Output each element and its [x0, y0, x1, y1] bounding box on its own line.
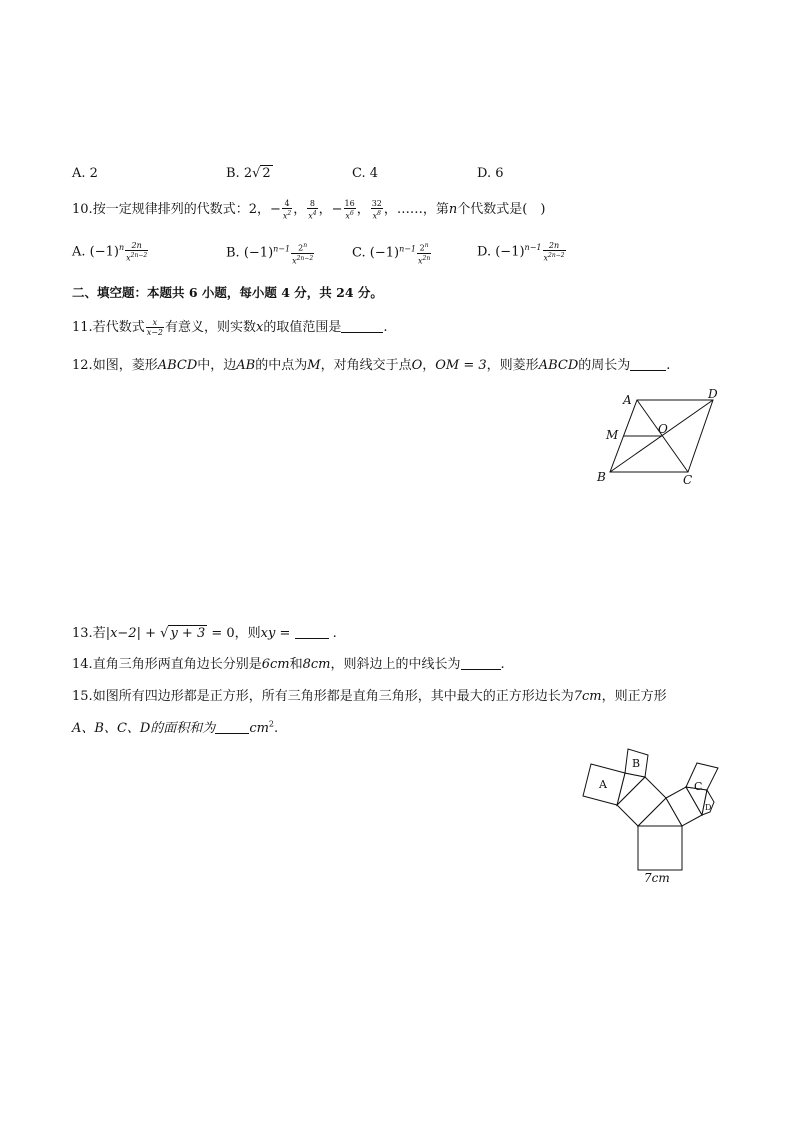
- label-m: M: [606, 428, 619, 442]
- stem-text: 若代数式: [92, 320, 145, 335]
- rhombus-figure: [590, 384, 724, 488]
- num-exp: n: [424, 242, 429, 249]
- term-sign: −: [331, 202, 343, 217]
- q9-option-a: [72, 166, 98, 181]
- option-frac: [543, 241, 566, 263]
- q10-option-a: [72, 241, 149, 263]
- num-exp: n: [303, 242, 308, 249]
- den-base: x: [308, 211, 313, 221]
- term-numerator: 8: [307, 199, 317, 209]
- option-coef: 2: [243, 166, 253, 181]
- q14: [72, 653, 505, 672]
- q9-option-d: [477, 166, 504, 181]
- label-c: C: [683, 473, 693, 487]
- option-label: C.: [352, 166, 370, 181]
- option-coef: (−1): [89, 244, 119, 260]
- stem-end: .: [274, 721, 279, 736]
- option-coef: (−1): [243, 245, 274, 261]
- pythagoras-tree-figure: [582, 742, 722, 884]
- q12: [72, 354, 670, 373]
- den-base: x: [292, 256, 297, 266]
- answer-blank[interactable]: [341, 320, 383, 333]
- stem-text: 有意义，则实数: [165, 320, 257, 335]
- question-number: 11.: [72, 320, 93, 335]
- den-exp: 4: [312, 209, 317, 217]
- question-number: 12.: [72, 358, 93, 373]
- option-frac: [291, 241, 314, 265]
- term-3: [344, 199, 356, 221]
- q15-line2: [72, 717, 278, 736]
- math-ab: AB: [236, 358, 256, 373]
- stem-text: ，对角线交于点: [320, 358, 412, 373]
- frac-num: [291, 241, 314, 254]
- math-abcd: ABCD: [538, 358, 579, 373]
- math-abs: |x−2|: [105, 626, 141, 641]
- stem-text: 如图，菱形: [92, 358, 158, 373]
- option-label: A.: [72, 244, 90, 260]
- sqrt-sign: √ 2: [252, 166, 271, 181]
- stem-text: ，则菱形: [486, 358, 539, 373]
- option-label: C.: [352, 245, 370, 261]
- math-7cm: 7cm: [573, 689, 602, 704]
- frac-num: x: [146, 318, 164, 328]
- frac-den: [543, 251, 566, 263]
- stem-text: 如图所有四边形都是正方形，所有三角形都是直角三角形，其中最大的正方形边长为: [92, 689, 574, 704]
- term-denominator: [307, 209, 317, 221]
- stem-end: .: [666, 358, 671, 373]
- den-base: x: [126, 253, 131, 263]
- answer-blank[interactable]: [295, 626, 329, 639]
- label-o: O: [658, 422, 668, 436]
- math-xy: xy =: [260, 626, 291, 641]
- answer-blank[interactable]: [215, 721, 249, 734]
- option-frac: [125, 241, 148, 263]
- math-6cm: 6cm: [261, 657, 290, 672]
- label-7cm: 7cm: [644, 871, 670, 884]
- math-o: O: [411, 358, 423, 373]
- option-frac: [417, 241, 431, 265]
- den-exp: 6: [349, 209, 354, 217]
- label-b: B: [597, 470, 606, 484]
- option-value: 2: [89, 166, 98, 181]
- question-number: 14.: [72, 657, 93, 672]
- math-eq: = 0: [207, 626, 235, 641]
- sqrt-sign: √ y + 3: [160, 626, 206, 641]
- math-8cm: 8cm: [302, 657, 331, 672]
- option-exp: n−1: [524, 243, 542, 252]
- question-number: 15.: [72, 689, 93, 704]
- den-exp: 2n: [422, 254, 431, 262]
- term-4: [371, 199, 383, 221]
- option-label: D.: [477, 244, 496, 260]
- stem-text: A、B、C、D的面积和为: [72, 721, 216, 736]
- var-n: n: [448, 202, 458, 217]
- term-denominator: [282, 209, 292, 221]
- stem-text: 和: [289, 657, 303, 672]
- term-2: [307, 199, 317, 221]
- unit-exp: 2: [268, 719, 275, 729]
- stem-text: 的取值范围是: [263, 320, 342, 335]
- option-label: D.: [477, 166, 496, 181]
- stem-text: ，则斜边上的中线长为: [330, 657, 461, 672]
- option-exp: n: [118, 243, 125, 252]
- frac-num: 2n: [543, 241, 566, 251]
- q11-fraction: [146, 318, 164, 337]
- q9-option-c: [352, 166, 378, 181]
- term-sign: −: [269, 202, 281, 217]
- label-b: B: [632, 757, 641, 770]
- stem-text: ，则: [234, 626, 261, 641]
- term-numerator: 16: [344, 198, 355, 208]
- den-exp: 2n−2: [548, 252, 565, 259]
- frac-den: [291, 254, 314, 266]
- stem-end: .: [383, 320, 388, 335]
- option-label: B.: [226, 166, 244, 181]
- q10-stem: 10.按一定规律排列的代数式：2，− $\frac{4}{x^2}$ ， $\frac{8}{x^4}$ ，− $\frac{16}{x^6}$ ， $\frac{32}{x^8}$ ，……，第n个代数式是( ): [72, 198, 546, 221]
- option-value: 6: [495, 166, 504, 181]
- label-d: D: [708, 387, 718, 401]
- term-numerator: 32: [371, 198, 382, 208]
- question-number: 13.: [72, 626, 93, 641]
- option-coef: (−1): [369, 245, 400, 261]
- section-heading: 二、填空题：本题共 6 小题，每小题 4 分，共 24 分。: [72, 285, 383, 300]
- term-denominator: [344, 209, 356, 221]
- stem-text: 的周长为: [578, 358, 631, 373]
- q11: [72, 316, 388, 337]
- unit-cm: cm: [249, 721, 269, 736]
- den-exp: 2n−2: [296, 254, 314, 262]
- stem-text: 若: [92, 626, 106, 641]
- math-abcd: ABCD: [157, 358, 198, 373]
- stem-end: .: [332, 626, 337, 641]
- option-exp: n−1: [273, 244, 291, 254]
- den-base: x: [282, 211, 288, 221]
- term-denominator: [371, 209, 383, 221]
- frac-den: [125, 251, 148, 263]
- radicand: 2: [262, 166, 271, 181]
- label-a: A: [599, 778, 607, 791]
- label-d: D: [705, 803, 712, 812]
- q10-option-b: [226, 241, 315, 265]
- q10-option-d: [477, 241, 567, 263]
- stem-text: ，则正方形: [601, 689, 667, 704]
- term-1: [282, 199, 292, 221]
- option-value: 4: [369, 166, 379, 181]
- term-numerator: 4: [282, 199, 292, 209]
- var-x: x: [256, 320, 264, 335]
- math-om: OM = 3: [435, 358, 487, 373]
- label-c: C: [694, 780, 703, 793]
- radicand: y + 3: [170, 626, 206, 641]
- num-base: 2: [419, 243, 425, 253]
- option-coef: (−1): [495, 244, 525, 260]
- frac-num: 2n: [125, 241, 148, 251]
- option-exp: n−1: [399, 244, 417, 254]
- answer-blank[interactable]: [461, 657, 501, 670]
- option-label: A.: [72, 166, 90, 181]
- den-exp: 8: [377, 209, 381, 217]
- den-base: x: [345, 211, 350, 221]
- den-base: x: [418, 256, 423, 266]
- frac-den: x−2: [146, 328, 164, 337]
- q15-line1: [72, 685, 667, 704]
- largest-square: [638, 826, 682, 870]
- stem-text: 的中点为: [255, 358, 308, 373]
- stem-text: 直角三角形两直角边长分别是: [92, 657, 262, 672]
- q9-option-b: [226, 166, 273, 181]
- stem-text: 按一定规律排列的代数式：2，: [92, 202, 270, 217]
- math-m: M: [307, 358, 321, 373]
- stem-text: ，……，第: [383, 202, 449, 217]
- answer-blank[interactable]: [630, 358, 666, 371]
- stem-text: 中，边: [197, 358, 237, 373]
- den-base: x: [543, 253, 549, 263]
- stem-text: ，: [422, 358, 436, 373]
- q13: [72, 622, 337, 641]
- frac-den: [417, 254, 431, 266]
- q10-option-c: [352, 241, 432, 265]
- frac-num: [417, 241, 431, 254]
- den-exp: 2n−2: [130, 252, 148, 259]
- stem-end: .: [500, 657, 505, 672]
- question-number: 10.: [72, 202, 93, 217]
- label-a: A: [623, 393, 632, 407]
- den-base: x: [372, 211, 378, 221]
- stem-text: 个代数式是( ): [457, 202, 546, 217]
- num-base: 2: [298, 243, 304, 253]
- option-label: B.: [226, 245, 244, 261]
- den-exp: 2: [287, 209, 292, 217]
- math-plus: +: [140, 626, 161, 641]
